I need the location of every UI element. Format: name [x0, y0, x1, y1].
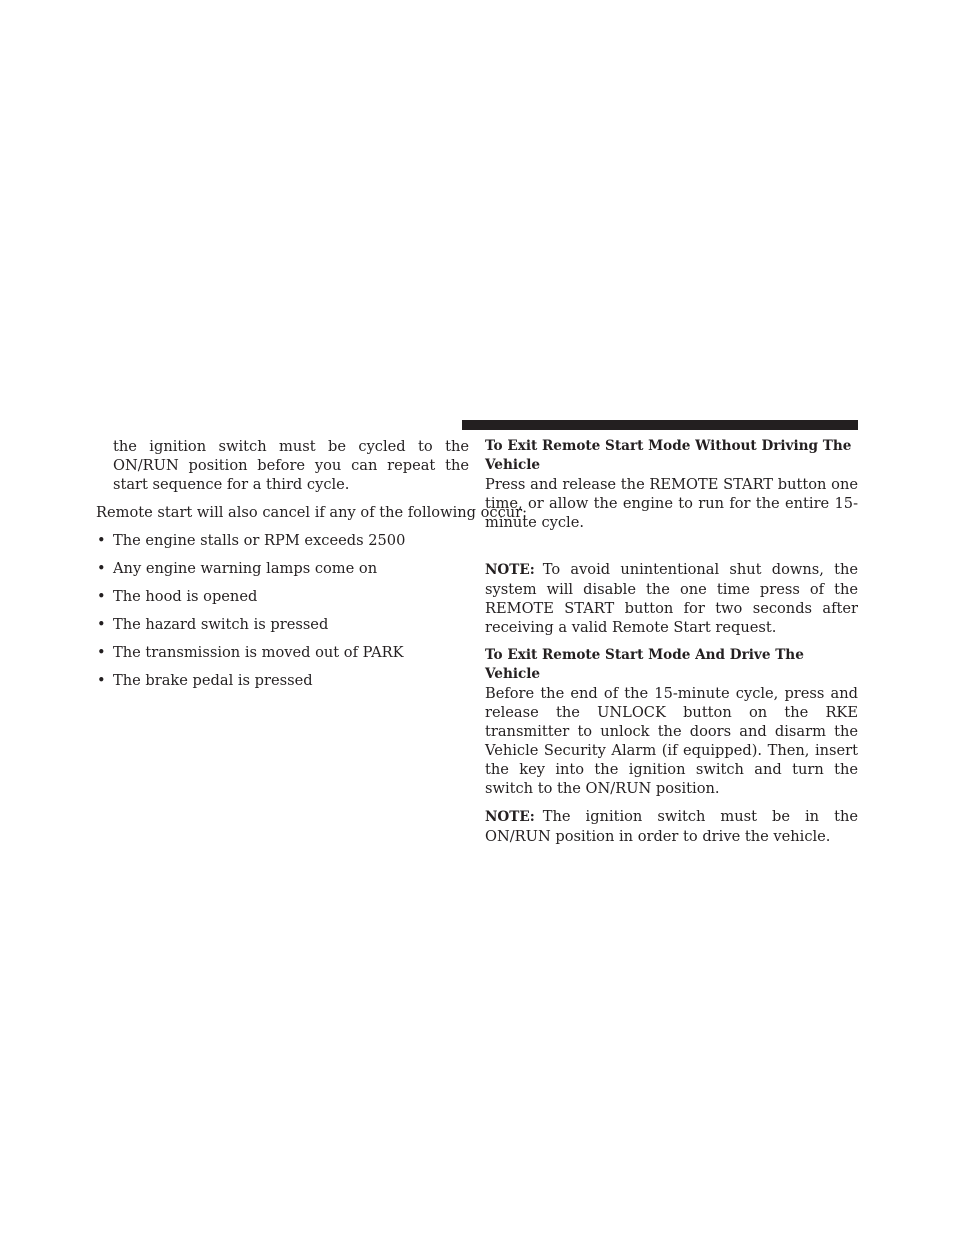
bullet-icon: •: [97, 560, 106, 577]
right-column: [485, 437, 858, 855]
section-header-rule: [462, 420, 858, 430]
list-item: [96, 531, 469, 550]
list-item-text: Any engine warning lamps come on: [113, 560, 378, 577]
bullet-icon: •: [97, 672, 106, 689]
list-item: [96, 643, 469, 662]
cancel-conditions-list: [96, 531, 469, 690]
list-item-text: The brake pedal is pressed: [113, 672, 313, 689]
continued-bullet-text: the ignition switch must be cycled to the ON/RUN position before you can repeat the start sequence for a third cycle.: [113, 438, 469, 493]
bullet-icon: •: [97, 616, 106, 633]
exit-and-drive-heading: To Exit Remote Start Mode And Drive The Vehicle: [485, 647, 804, 682]
exit-without-driving-body: Press and release the REMOTE START button one time, or allow the engine to run for the entire 15-minute cycle.: [485, 476, 858, 531]
exit-without-driving-heading: To Exit Remote Start Mode Without Driving The Vehicle: [485, 438, 852, 473]
list-item-text: The hazard switch is pressed: [113, 616, 329, 633]
bullet-icon: •: [97, 644, 106, 661]
list-item: [96, 671, 469, 690]
list-item: [96, 587, 469, 606]
bullet-icon: •: [97, 588, 106, 605]
list-item-text: The hood is opened: [113, 588, 258, 605]
cancel-conditions-lead: Remote start will also cancel if any of the following occur:: [96, 504, 528, 521]
note-text: The ignition switch must be in the ON/RUN position in order to drive the vehicle.: [485, 808, 858, 845]
note-label: NOTE:: [485, 809, 535, 825]
list-item-text: The transmission is moved out of PARK: [113, 644, 404, 661]
list-item: [96, 559, 469, 578]
note-text: To avoid unintentional shut downs, the system will disable the one time press of the REMOTE START button for two seconds after receiving a valid Remote Start request.: [485, 561, 858, 636]
list-item: [96, 615, 469, 634]
list-item-text: The engine stalls or RPM exceeds 2500: [113, 532, 406, 549]
note-shutdown: [485, 560, 858, 637]
bullet-icon: •: [97, 532, 106, 549]
note-label: NOTE:: [485, 562, 535, 578]
exit-and-drive-body: Before the end of the 15-minute cycle, press and release the UNLOCK button on the RKE transmitter to unlock the doors and disarm the Vehicle Security Alarm (if equipped). Then, insert the key into the ignition switch and turn the switch to the ON/RUN position.: [485, 685, 858, 797]
note-ignition: [485, 807, 858, 846]
